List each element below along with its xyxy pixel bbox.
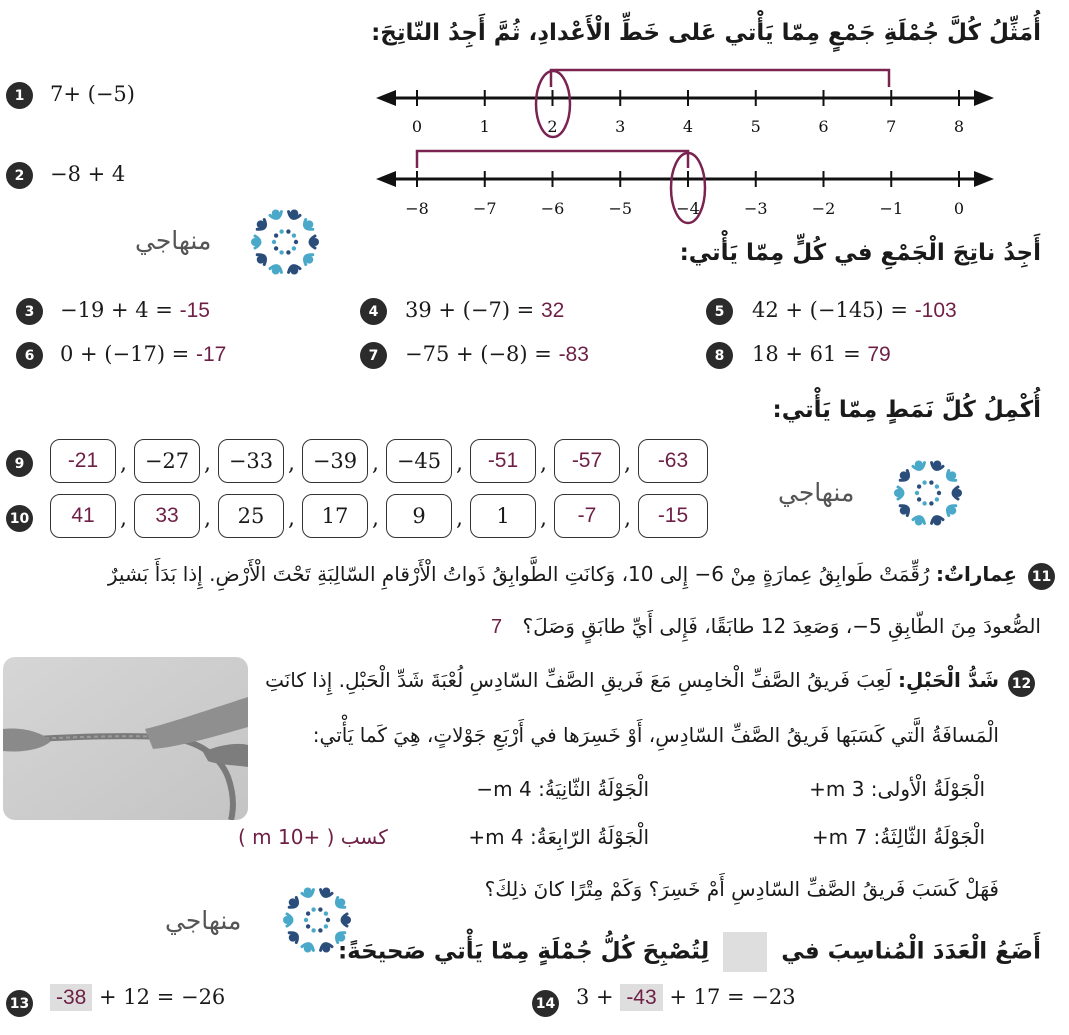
question-7-expression	[405, 342, 589, 367]
separator: ,	[540, 451, 547, 476]
expression-text: 42 + (−145) =	[752, 298, 915, 322]
answer-text: -15	[179, 299, 210, 322]
separator: ,	[624, 451, 631, 476]
arrow-left-icon	[376, 171, 396, 187]
tick-label: −1	[879, 199, 904, 218]
question-badge: 4	[360, 298, 387, 325]
pattern-box: 41	[50, 494, 116, 538]
pattern-box: -7	[554, 494, 620, 538]
tick-label: 8	[953, 117, 965, 136]
separator: ,	[120, 451, 127, 476]
question-badge: 13	[6, 990, 33, 1017]
pattern-box: -57	[554, 439, 620, 483]
logo-dot	[304, 918, 308, 922]
section4-heading	[338, 932, 1041, 972]
question-badge: 12	[1008, 670, 1035, 697]
question-11-text: الصُّعودَ مِنَ الطّابِقِ 5−، وَصَعِدَ 12 طابَقًا، فَإِلى أَيِّ طابَقٍ وَصَلَ؟	[522, 614, 1041, 638]
answer-box: -43	[620, 984, 662, 1011]
question-badge: 5	[706, 298, 733, 325]
separator: ,	[540, 506, 547, 531]
round-4: الْجَوْلَةُ الرّابِعَةُ: 4 m+	[468, 825, 649, 849]
pattern-box: 1	[470, 494, 536, 538]
logo-dot	[279, 229, 283, 233]
question-badge: 6	[16, 342, 43, 369]
tick-label: −2	[811, 199, 836, 218]
tick-label: 0	[411, 117, 423, 136]
question-11-title: عِماراتٌ:	[935, 562, 1017, 586]
expression-text: 39 + (−7) =	[405, 298, 541, 322]
logo-icon	[888, 453, 968, 533]
pattern-box: 9	[386, 494, 452, 538]
question-12-answer: كسب ( +10 m )	[238, 825, 388, 849]
question-badge: 14	[532, 990, 559, 1017]
separator: ,	[288, 451, 295, 476]
expression-text: 18 + 61 =	[752, 342, 868, 366]
answer-box: -38	[50, 984, 92, 1011]
tick-label: −4	[676, 199, 700, 218]
separator: ,	[204, 506, 211, 531]
answer-text: -103	[914, 299, 957, 322]
tick-label: 6	[818, 117, 829, 136]
question-6-expression	[60, 342, 226, 367]
pattern-box: 17	[302, 494, 368, 538]
question-12-line-1	[265, 668, 999, 692]
logo-dot	[286, 250, 290, 254]
pattern-box: -51	[470, 439, 536, 483]
separator: ,	[204, 451, 211, 476]
pattern-box: -21	[50, 439, 116, 483]
section4-heading-part1: أَضَعُ الْعَدَدَ الْمُناسِبَ في	[781, 938, 1041, 965]
logo-dot	[937, 491, 941, 495]
answer-text: -83	[558, 343, 589, 366]
tick-label: 3	[615, 117, 626, 136]
logo-dot	[929, 480, 933, 484]
expression-text: 3 +	[576, 985, 621, 1009]
number-line-2	[370, 142, 1000, 227]
logo-dot	[274, 233, 278, 237]
pattern-box: −33	[218, 439, 284, 483]
question-badge: 8	[706, 342, 733, 369]
pattern-box: 33	[134, 494, 200, 538]
round-1: الْجَوْلَةُ الْأولى: 3 m+	[809, 777, 985, 801]
question-badge: 9	[6, 450, 33, 477]
tick-label: 4	[682, 117, 694, 136]
question-12-title: شَدُّ الْحَبْلِ:	[898, 668, 999, 692]
placeholder-box	[723, 932, 767, 972]
section1-heading: أُمَثِّلُ كُلَّ جُمْلَةِ جَمْعٍ مِمّا يَأْتي عَلى خَطِّ الْأَعْدادِ، ثُمَّ أَجِدُ النّاتِجَ:	[371, 20, 1041, 46]
question-badge: 3	[16, 298, 43, 325]
pattern-box: −45	[386, 439, 452, 483]
pattern-row-10	[50, 494, 710, 538]
question-3-expression	[60, 298, 210, 323]
answer-text: 79	[867, 343, 891, 366]
logo-dot	[935, 497, 939, 501]
tick-label: −6	[540, 199, 565, 218]
question-12-text: لَعِبَ فَريقُ الصَّفِّ الْخامِسِ مَعَ فَريقِ الصَّفِّ السّادِسِ لُعْبَةَ شَدِّ الْحَبْلِ. إِذا كانَتِ	[265, 668, 892, 692]
logo-dot	[311, 928, 315, 932]
logo-dot	[324, 924, 328, 928]
tick-label: −3	[743, 199, 768, 218]
expression-text: + 17 = −23	[662, 985, 796, 1009]
question-badge: 10	[6, 505, 33, 532]
logo-text: منهاجي	[165, 906, 242, 935]
arrow-right-icon	[974, 90, 994, 106]
question-13-expression	[50, 985, 225, 1010]
logo-dot	[294, 240, 298, 244]
logo-dot	[922, 501, 926, 505]
round-2: الْجَوْلَةُ الثّانِيَةُ: 4 m−	[476, 777, 649, 801]
separator: ,	[456, 506, 463, 531]
separator: ,	[456, 451, 463, 476]
separator: ,	[372, 451, 379, 476]
logo-dot	[324, 911, 328, 915]
pattern-box: −27	[134, 439, 200, 483]
question-14-expression	[576, 985, 796, 1010]
section2-heading: أَجِدُ ناتِجَ الْجَمْعِ في كُلٍّ مِمّا يَأْتي:	[679, 240, 1041, 266]
expression-text: −19 + 4 =	[60, 298, 180, 322]
logo-icon	[245, 202, 325, 282]
question-4-expression	[405, 298, 564, 323]
jump-bracket	[551, 70, 889, 87]
logo-dot	[318, 928, 322, 932]
section3-heading: أُكْمِلُ كُلَّ نَمَطٍ مِمّا يَأْتي:	[772, 397, 1041, 423]
logo-dot	[274, 246, 278, 250]
pattern-box: -63	[638, 439, 708, 483]
expression-text: 0 + (−17) =	[60, 342, 196, 366]
answer-text: 32	[540, 299, 565, 322]
expression-text: −75 + (−8) =	[405, 342, 559, 366]
section4-heading-part2: لِتُصْبِحَ كُلُّ جُمْلَةٍ مِمّا يَأْتي صَحيحَةً:	[337, 938, 710, 965]
logo-dot	[286, 229, 290, 233]
jump-bracket	[417, 151, 688, 168]
logo-dot	[917, 484, 921, 488]
question-2-expression: −8 + 4	[50, 162, 126, 186]
question-11-answer: 7	[490, 616, 503, 638]
separator: ,	[288, 506, 295, 531]
round-3: الْجَوْلَةُ الثّالِثَةُ: 7 m+	[811, 825, 985, 849]
logo-dot	[318, 907, 322, 911]
tick-label: 0	[953, 199, 965, 218]
pattern-row-9	[50, 439, 710, 483]
logo-dot	[935, 484, 939, 488]
pattern-box: −39	[302, 439, 368, 483]
tug-of-war-photo	[3, 657, 248, 820]
question-badge: 1	[6, 82, 33, 109]
tick-label: 1	[479, 117, 490, 136]
logo-text: منهاجي	[135, 226, 212, 255]
question-badge: 11	[1028, 563, 1055, 590]
question-5-expression	[752, 298, 957, 323]
separator: ,	[372, 506, 379, 531]
logo-dot	[292, 246, 296, 250]
pattern-box: -15	[638, 494, 708, 538]
logo-dot	[272, 240, 276, 244]
pattern-box: 25	[218, 494, 284, 538]
question-badge: 7	[360, 342, 387, 369]
logo-text: منهاجي	[778, 478, 855, 507]
arrow-left-icon	[376, 90, 396, 106]
expression-text: + 12 = −26	[92, 985, 226, 1009]
arrow-right-icon	[974, 171, 994, 187]
logo-dot	[306, 911, 310, 915]
logo-dot	[292, 233, 296, 237]
separator: ,	[120, 506, 127, 531]
question-12-question: فَهَلْ كَسَبَ فَريقُ الصَّفِّ السّادِسِ أَمْ خَسِرَ؟ وَكَمْ مِتْرًا كانَ ذلِكَ؟	[484, 877, 999, 901]
logo-dot	[922, 480, 926, 484]
logo-dot	[326, 918, 330, 922]
separator: ,	[624, 506, 631, 531]
tick-label: 7	[886, 117, 897, 136]
question-11-text: رُقِّمَتْ طَوابِقُ عِمارَةٍ مِنْ 6− إِلى 10، وَكانَتِ الطَّوابِقُ ذَواتُ الْأَرْقامِ السّالِبَةِ تَحْتَ الْأَرْضِ. إِذا بَدَأَ بَشيرٌ	[107, 562, 930, 586]
question-12-line-2: الْمَسافَةُ الَّتي كَسَبَها فَريقُ الصَّفِّ السّادِسِ، أَوْ خَسِرَها في أَرْبَعِ جَوْلاتٍ، هِيَ كَما يَأْتي:	[312, 723, 999, 747]
question-11-line-2	[491, 614, 1041, 639]
logo-dot	[929, 501, 933, 505]
tick-label: −5	[608, 199, 633, 218]
tick-label: 5	[750, 117, 761, 136]
logo-dot	[915, 491, 919, 495]
tick-label: −7	[472, 199, 497, 218]
logo-dot	[306, 924, 310, 928]
logo-dot	[279, 250, 283, 254]
number-line-1	[370, 62, 1000, 142]
tick-label: −8	[405, 199, 429, 218]
question-11-line-1	[108, 562, 1017, 586]
question-1-expression: 7+ (−5)	[50, 82, 135, 106]
logo-dot	[311, 907, 315, 911]
tick-label: 2	[547, 117, 558, 136]
answer-text: -17	[195, 343, 227, 366]
question-8-expression	[752, 342, 891, 367]
logo-dot	[917, 497, 921, 501]
question-badge: 2	[6, 162, 33, 189]
